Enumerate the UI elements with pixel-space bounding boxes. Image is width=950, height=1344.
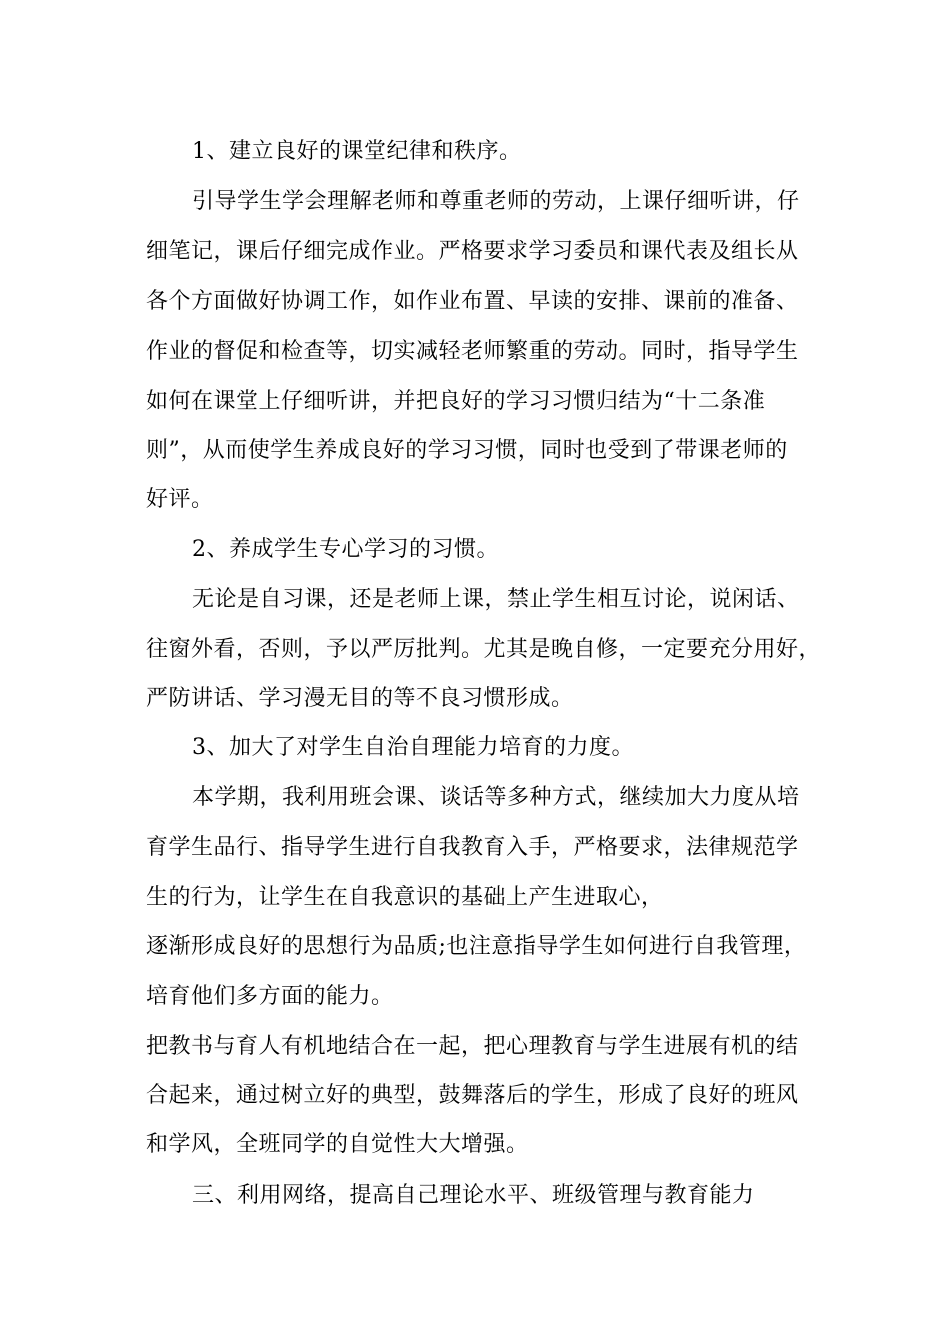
paragraph-line: 育学生品行、指导学生进行自我教育入手，严格要求，法律规范学 bbox=[146, 835, 799, 860]
paragraph-line: 严防讲话、学习漫无目的等不良习惯形成。 bbox=[146, 686, 574, 711]
section-heading-3: 3、加大了对学生自治自理能力培育的力度。 bbox=[192, 735, 634, 760]
paragraph-line: 和学风，全班同学的自觉性大大增强。 bbox=[146, 1132, 529, 1157]
paragraph-line: 往窗外看，否则，予以严厉批判。尤其是晚自修，一定要充分用好， bbox=[146, 637, 822, 662]
paragraph-line: 逐渐形成良好的思想行为品质;也注意指导学生如何进行自我管理， bbox=[146, 934, 807, 959]
paragraph-line: 各个方面做好协调工作，如作业布置、早读的安排、课前的准备、 bbox=[146, 289, 799, 314]
paragraph-line: 引导学生学会理解老师和尊重老师的劳动，上课仔细听讲，仔 bbox=[192, 189, 800, 214]
paragraph-line: 本学期，我利用班会课、谈话等多种方式，继续加大力度从培 bbox=[192, 785, 800, 810]
paragraph-line: 生的行为，让学生在自我意识的基础上产生进取心， bbox=[146, 885, 664, 910]
paragraph-line: 细笔记，课后仔细完成作业。严格要求学习委员和课代表及组长从 bbox=[146, 239, 799, 264]
paragraph-line: 把教书与育人有机地结合在一起，把心理教育与学生进展有机的结 bbox=[146, 1034, 799, 1059]
paragraph-line: 无论是自习课，还是老师上课，禁止学生相互讨论，说闲话、 bbox=[192, 587, 800, 612]
section-heading-2: 2、养成学生专心学习的习惯。 bbox=[192, 537, 499, 562]
section-heading-1: 1、建立良好的课堂纪律和秩序。 bbox=[192, 139, 522, 164]
section-heading-three: 三、利用网络，提高自己理论水平、班级管理与教育能力 bbox=[192, 1183, 755, 1208]
paragraph-line: 培育他们多方面的能力。 bbox=[146, 984, 394, 1009]
paragraph-line: 好评。 bbox=[146, 487, 214, 512]
paragraph-line: 作业的督促和检查等，切实减轻老师繁重的劳动。同时，指导学生 bbox=[146, 339, 799, 364]
paragraph-line: 则”，从而使学生养成良好的学习习惯，同时也受到了带课老师的 bbox=[146, 438, 788, 463]
paragraph-line: 合起来，通过树立好的典型，鼓舞落后的学生，形成了良好的班风 bbox=[146, 1083, 799, 1108]
paragraph-line: 如何在课堂上仔细听讲，并把良好的学习习惯归结为“十二条准 bbox=[146, 389, 766, 414]
